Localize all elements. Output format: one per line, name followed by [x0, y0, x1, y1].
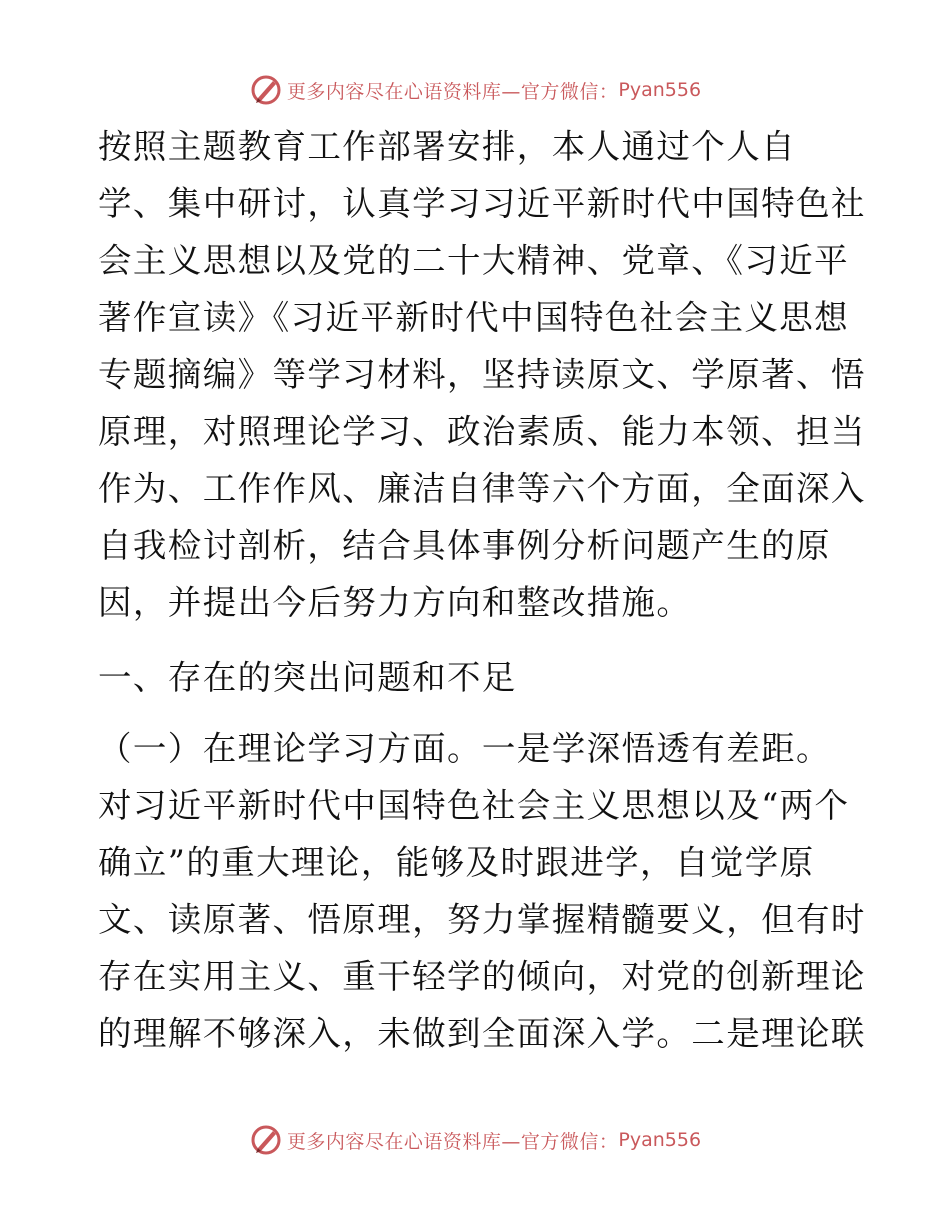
text-line: 因，并提出今后努力方向和整改措施。 [98, 583, 692, 622]
text-line: 的理解不够深入，未做到全面深入学。二是理论联 [98, 1014, 866, 1053]
text-line: 存在实用主义、重干轻学的倾向，对党的创新理论 [98, 957, 866, 996]
watermark-text: 更多内容尽在心语资料库—官方微信： [286, 1130, 619, 1153]
text-line: 著作宣读》《习近平新时代中国特色社会主义思想 [98, 298, 850, 337]
text-line: 确立”的重大理论，能够及时跟进学，自觉学原 [98, 843, 815, 882]
watermark-handle: Pyan556 [618, 1129, 702, 1151]
section-heading: 一、存在的突出问题和不足 [98, 658, 517, 697]
watermark-header [0, 70, 950, 110]
text-line: 作为、工作作风、廉洁自律等六个方面，全面深入 [98, 469, 866, 508]
text-line: 按照主题教育工作部署安排，本人通过个人自 [98, 127, 796, 166]
document-body [98, 118, 866, 1062]
text-line: 专题摘编》等学习材料，坚持读原文、学原著、悟 [98, 355, 866, 394]
text-line: 对习近平新时代中国特色社会主义思想以及“两个 [98, 786, 850, 825]
watermark-footer [0, 1120, 950, 1160]
watermark-text: 更多内容尽在心语资料库—官方微信： [286, 80, 619, 103]
watermark-handle: Pyan556 [618, 79, 702, 101]
pen-logo-icon [249, 1123, 283, 1157]
text-line: （一）在理论学习方面。一是学深悟透有差距。 [98, 729, 831, 768]
pen-logo-icon [249, 73, 283, 107]
text-line: 会主义思想以及党的二十大精神、党章、《习近平 [98, 241, 850, 280]
text-line: 自我检讨剖析，结合具体事例分析问题产生的原 [98, 526, 831, 565]
text-line: 文、读原著、悟原理，努力掌握精髓要义，但有时 [98, 900, 866, 939]
text-line: 学、集中研讨，认真学习习近平新时代中国特色社 [98, 184, 866, 223]
text-line: 原理，对照理论学习、政治素质、能力本领、担当 [98, 412, 866, 451]
